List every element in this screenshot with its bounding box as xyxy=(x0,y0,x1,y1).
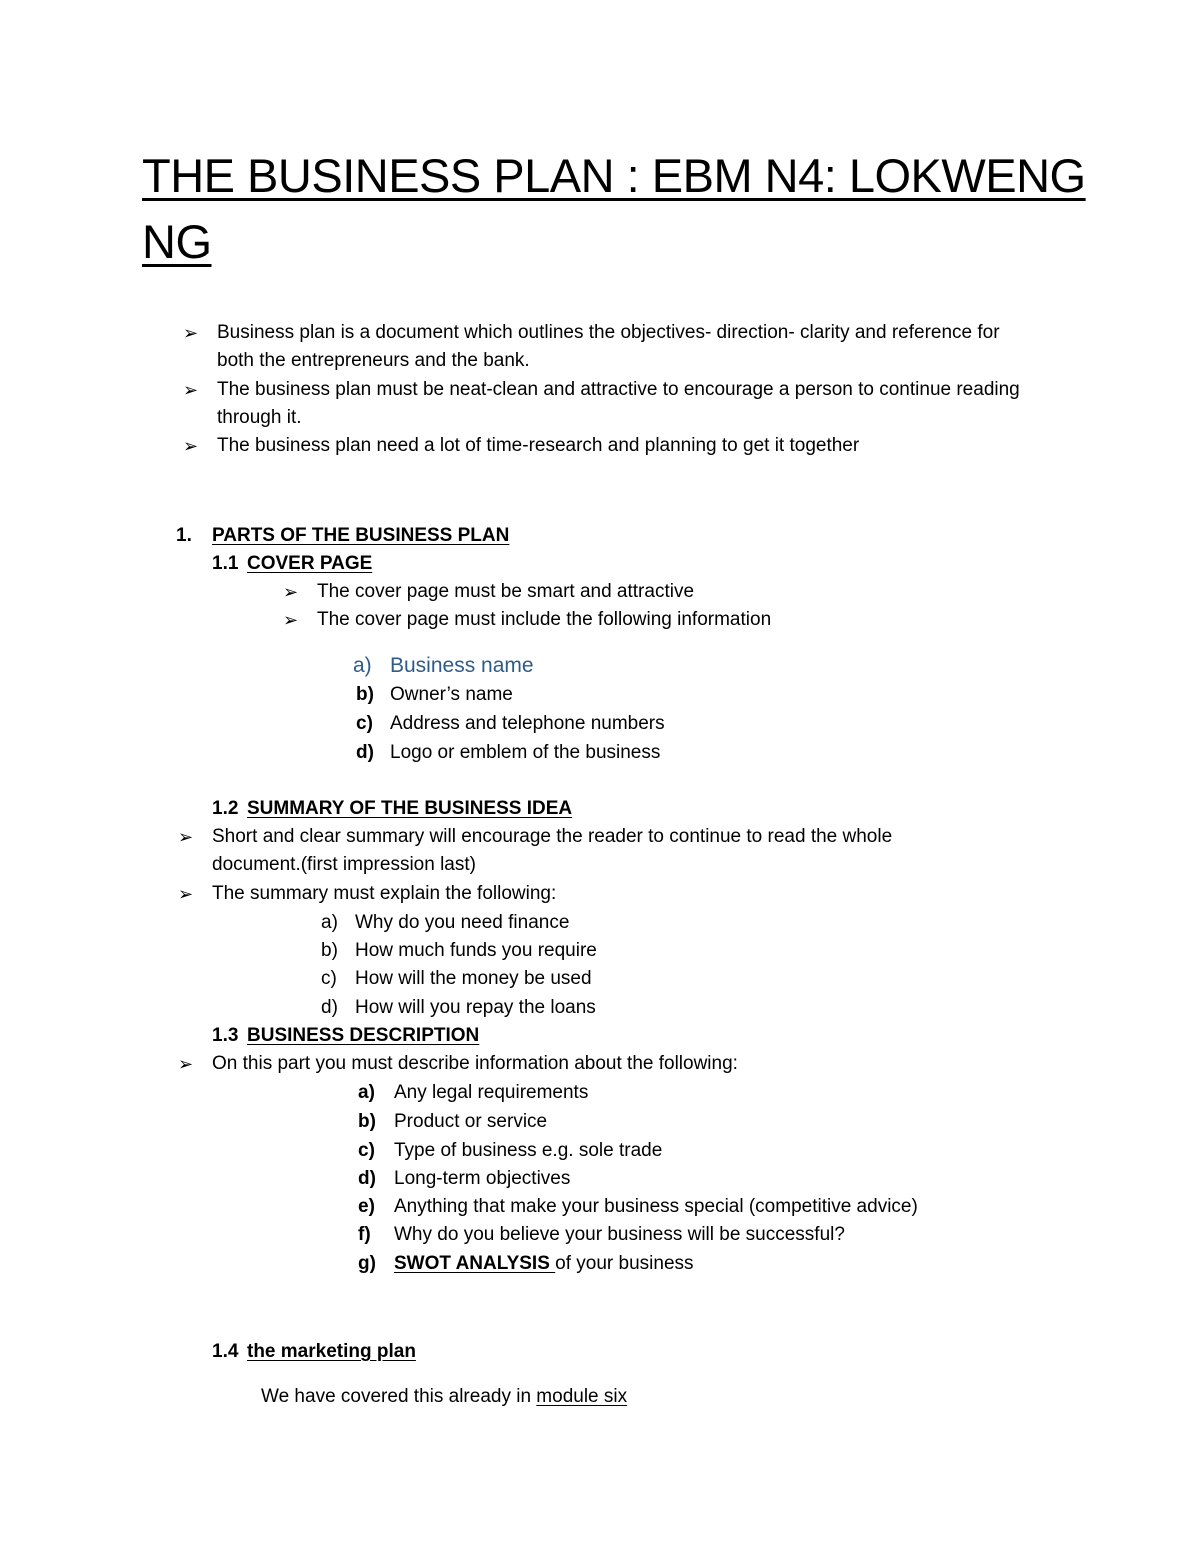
summary-bullet-2: The summary must explain the following: xyxy=(212,883,557,904)
cover-page-bullet-1: The cover page must be smart and attractive xyxy=(317,581,695,602)
cover-page-bullet-2: The cover page must include the following information xyxy=(317,609,772,630)
swot-analysis-rest: of your business xyxy=(555,1253,694,1274)
subsection-1-1-number: 1.1 xyxy=(212,553,239,574)
description-item-marker: d) xyxy=(358,1168,376,1189)
arrow-bullet-icon: ➢ xyxy=(178,827,194,847)
description-item-swot xyxy=(394,1250,694,1278)
description-item-marker: f) xyxy=(358,1224,371,1245)
description-item-marker: b) xyxy=(358,1111,376,1132)
marketing-plan-text: We have covered this already in xyxy=(261,1386,537,1407)
intro-bullet-1-line-1: Business plan is a document which outlines the objectives- direction- clarity and reference for xyxy=(217,322,1000,343)
cover-item-marker: d) xyxy=(356,742,374,763)
subsection-1-3-number: 1.3 xyxy=(212,1025,239,1046)
description-item-marker: c) xyxy=(358,1140,375,1161)
arrow-bullet-icon: ➢ xyxy=(283,610,299,630)
intro-bullet-2-line-1: The business plan must be neat-clean and attractive to encourage a person to continue reading xyxy=(217,379,1020,400)
summary-bullet-1-line-2: document.(first impression last) xyxy=(212,854,476,875)
summary-item: How much funds you require xyxy=(355,940,597,961)
description-item-marker: a) xyxy=(358,1082,375,1103)
marketing-plan-note xyxy=(261,1383,627,1411)
description-item: Anything that make your business special (competitive advice) xyxy=(394,1196,918,1217)
description-item-marker: g) xyxy=(358,1253,376,1274)
summary-item: How will the money be used xyxy=(355,968,592,989)
summary-item: How will you repay the loans xyxy=(355,997,596,1018)
subsection-1-1-heading: COVER PAGE xyxy=(247,553,373,574)
arrow-bullet-icon: ➢ xyxy=(283,582,299,602)
description-bullet: On this part you must describe information about the following: xyxy=(212,1053,738,1074)
cover-item-logo: Logo or emblem of the business xyxy=(390,742,661,763)
cover-item-address: Address and telephone numbers xyxy=(390,713,665,734)
summary-item-marker: b) xyxy=(321,940,338,961)
arrow-bullet-icon: ➢ xyxy=(183,380,199,400)
subsection-1-2-number: 1.2 xyxy=(212,798,239,819)
intro-bullet-1-line-2: both the entrepreneurs and the bank. xyxy=(217,350,530,371)
arrow-bullet-icon: ➢ xyxy=(183,436,199,456)
summary-bullet-1-line-1: Short and clear summary will encourage the reader to continue to read the whole xyxy=(212,826,893,847)
description-item: Any legal requirements xyxy=(394,1082,589,1103)
page-title-line-2: NG xyxy=(142,215,212,268)
intro-bullet-3: The business plan need a lot of time-research and planning to get it together xyxy=(217,435,860,456)
description-item: Product or service xyxy=(394,1111,548,1132)
description-item: Type of business e.g. sole trade xyxy=(394,1140,663,1161)
arrow-bullet-icon: ➢ xyxy=(178,884,194,904)
summary-item-marker: a) xyxy=(321,912,338,933)
cover-item-marker: c) xyxy=(356,713,373,734)
subsection-1-3-heading: BUSINESS DESCRIPTION xyxy=(247,1025,480,1046)
summary-item: Why do you need finance xyxy=(355,912,570,933)
page-title-line-1: THE BUSINESS PLAN : EBM N4: LOKWENG xyxy=(142,149,1086,202)
arrow-bullet-icon: ➢ xyxy=(178,1054,194,1074)
module-six-reference: module six xyxy=(536,1386,628,1407)
cover-item-owner-name: Owner’s name xyxy=(390,684,513,705)
cover-item-marker: a) xyxy=(353,654,372,677)
description-item: Long-term objectives xyxy=(394,1168,571,1189)
swot-analysis-label: SWOT ANALYSIS xyxy=(394,1253,556,1274)
section-1-number: 1. xyxy=(176,525,192,546)
arrow-bullet-icon: ➢ xyxy=(183,323,199,343)
cover-item-business-name: Business name xyxy=(390,654,534,677)
subsection-1-2-heading: SUMMARY OF THE BUSINESS IDEA xyxy=(247,798,573,819)
subsection-1-4-number: 1.4 xyxy=(212,1341,239,1362)
description-item-marker: e) xyxy=(358,1196,375,1217)
section-1-heading: PARTS OF THE BUSINESS PLAN xyxy=(212,525,510,546)
cover-item-marker: b) xyxy=(356,684,374,705)
summary-item-marker: c) xyxy=(321,968,337,989)
intro-bullet-2-line-2: through it. xyxy=(217,407,302,428)
description-item: Why do you believe your business will be successful? xyxy=(394,1224,845,1245)
summary-item-marker: d) xyxy=(321,997,338,1018)
subsection-1-4-heading: the marketing plan xyxy=(247,1341,416,1362)
